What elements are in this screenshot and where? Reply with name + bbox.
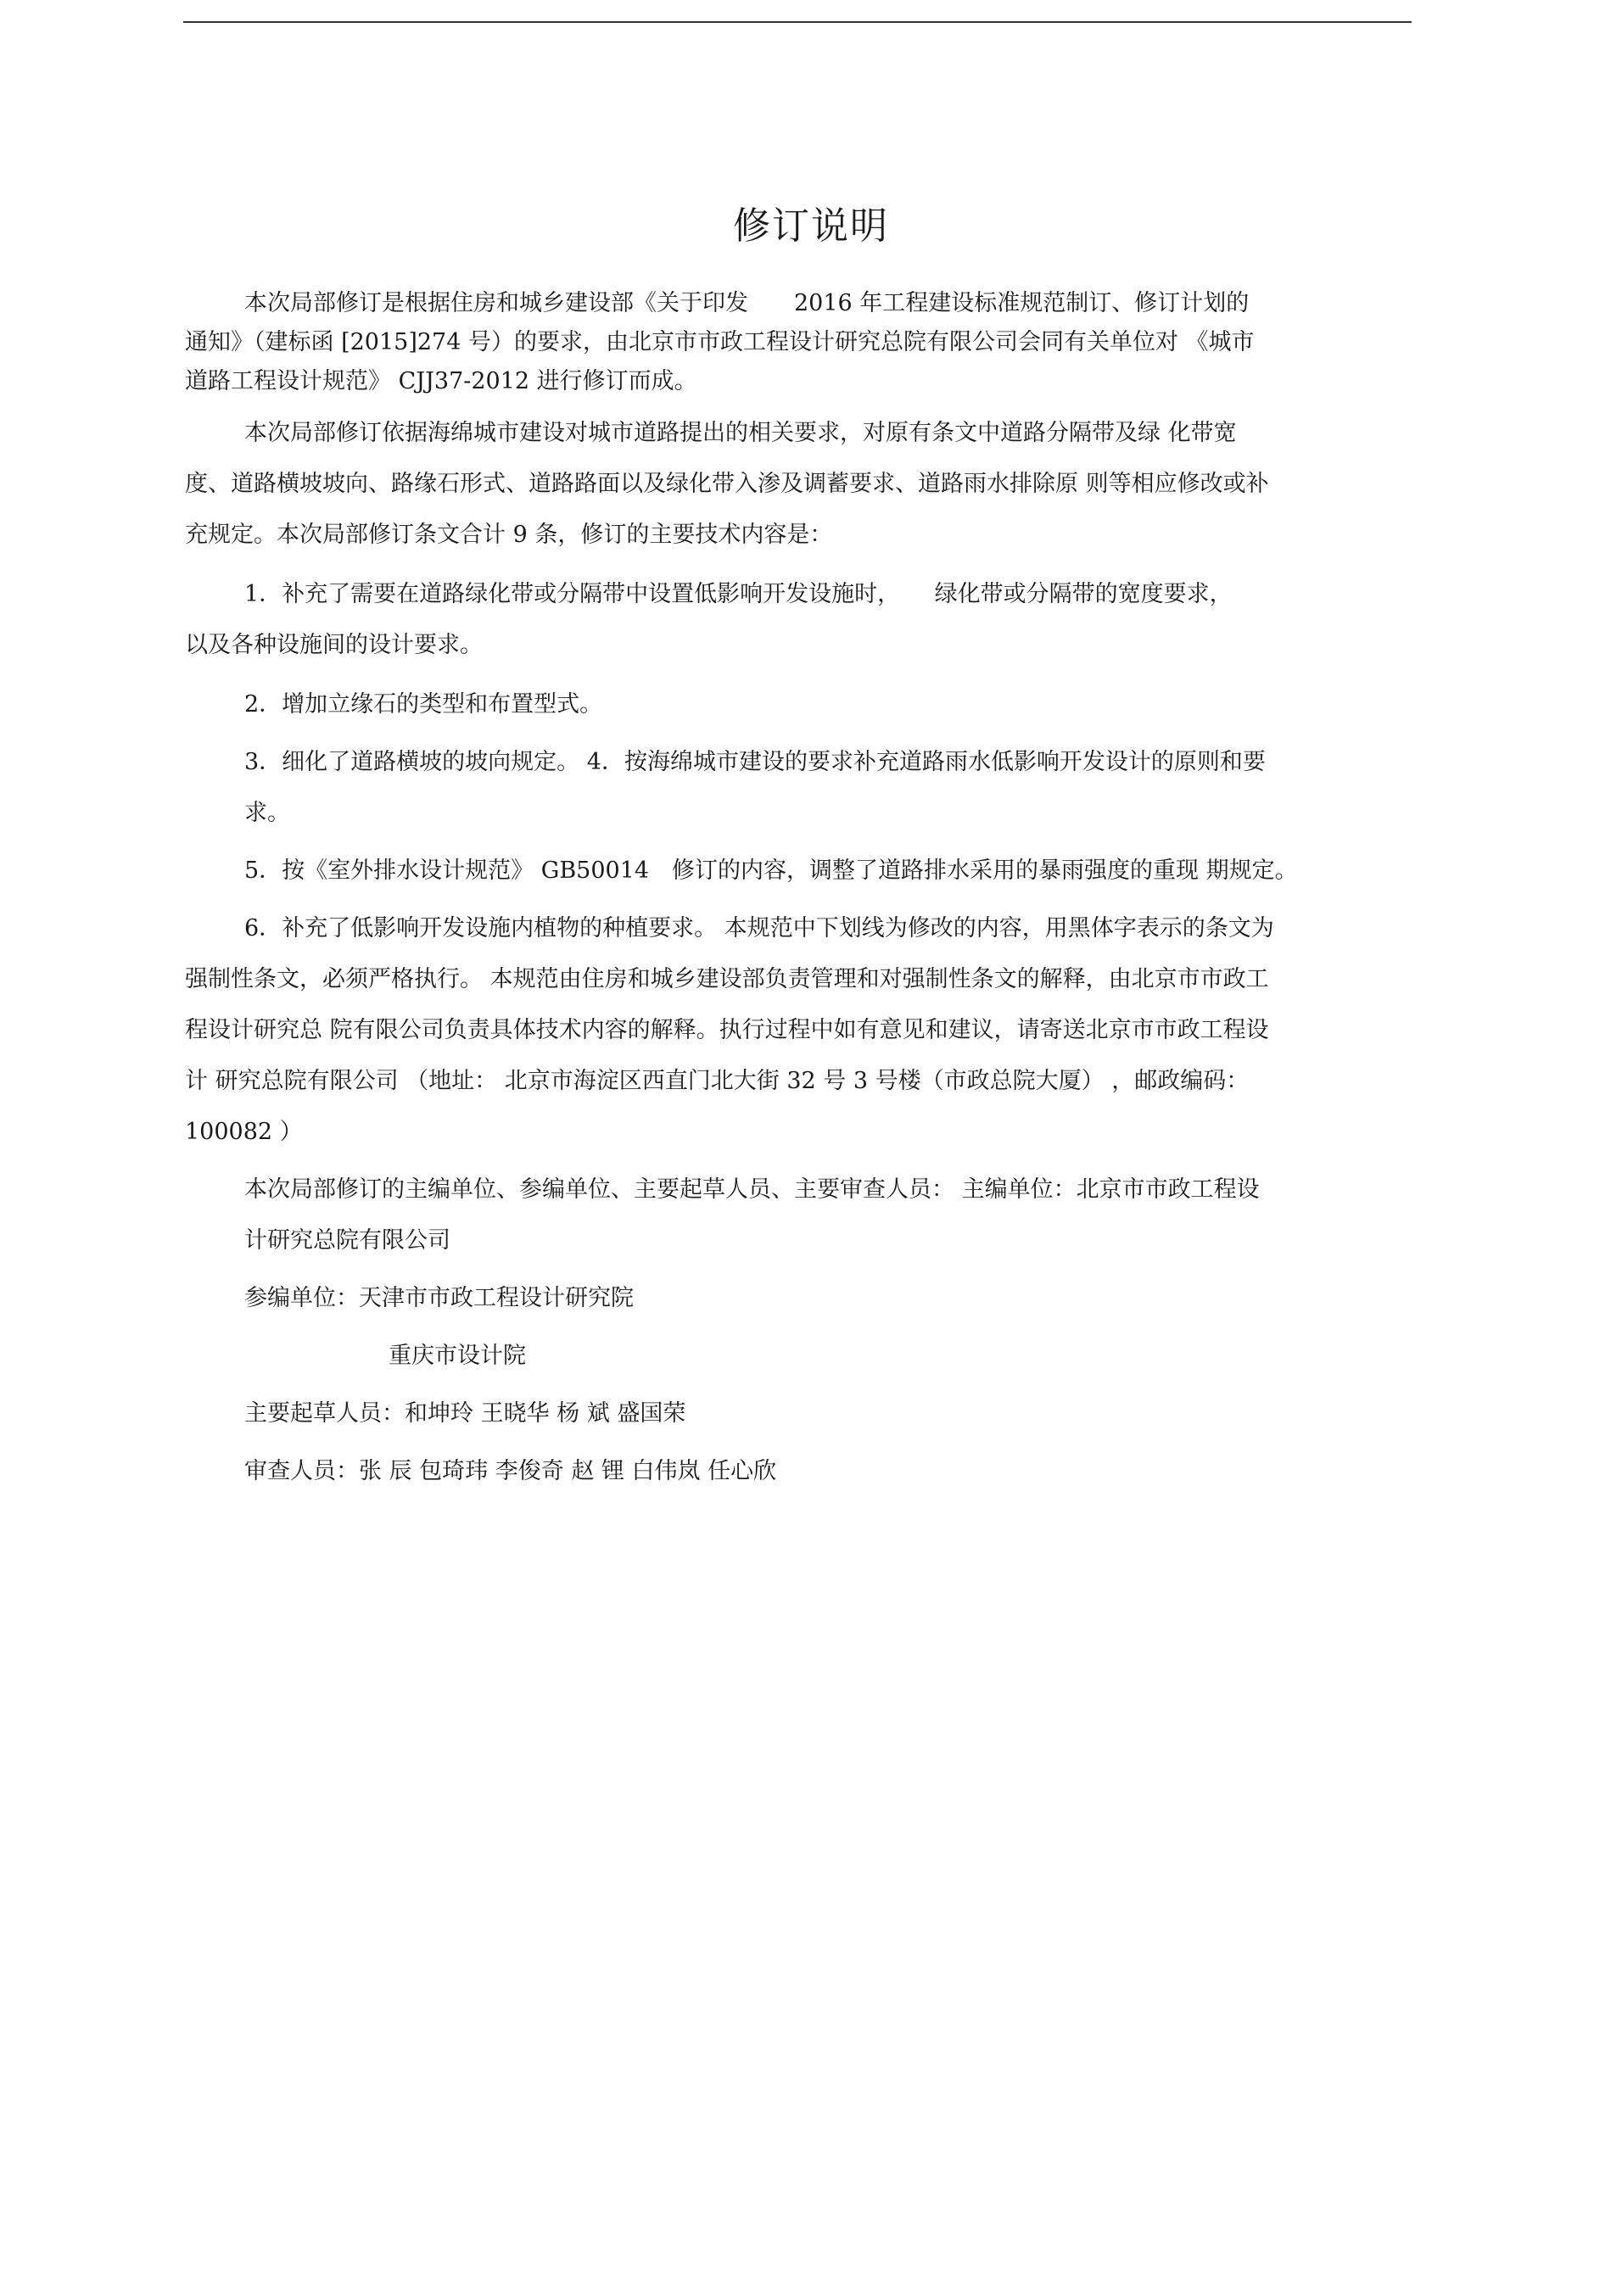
text-line: 计 研究总院有限公司 （地址： 北京市海淀区西直门北大街 32 号 3 号楼（市政总院大厦） ，邮政编码： [185, 1068, 1250, 1094]
text-line: 100082 ） [185, 1119, 303, 1145]
text-line: 重庆市设计院 [389, 1343, 526, 1369]
document-body [185, 284, 1413, 1497]
text-line: 1．补充了需要在道路绿化带或分隔带中设置低影响开发设施时， 绿化带或分隔带的宽度要求， [244, 581, 1233, 607]
text-line: 通知》（建标函 [2015]274 号）的要求，由北京市市政工程设计研究总院有限公司会同有关单位对 《城市 [185, 329, 1255, 355]
text-line: 道路工程设计规范》 CJJ37-2012 进行修订而成。 [185, 368, 697, 394]
text-line: 5．按《室外排水设计规范》 GB50014 修订的内容，调整了道路排水采用的暴雨强度的重现 期规定。 [244, 858, 1298, 884]
text-line: 审查人员：张 辰 包琦玮 李俊奇 赵 锂 白伟岚 任心欣 [244, 1458, 777, 1484]
text-line: 度、道路横坡坡向、路缘石形式、道路路面以及绿化带入渗及调蓄要求、道路雨水排除原 则等相应修改或补 [185, 471, 1269, 497]
header-rule [183, 21, 1412, 23]
text-line: 主要起草人员：和坤玲 王晓华 杨 斌 盛国荣 [244, 1400, 686, 1427]
text-line: 3．细化了道路横坡的坡向规定。 4．按海绵城市建设的要求补充道路雨水低影响开发设计的原则和要 [244, 749, 1266, 775]
text-line: 2．增加立缘石的类型和布置型式。 [244, 691, 603, 718]
text-line: 本次局部修订的主编单位、参编单位、主要起草人员、主要审查人员： 主编单位：北京市市政工程设 [244, 1176, 1260, 1203]
text-line: 求。 [244, 800, 290, 826]
text-line: 本次局部修订依据海绵城市建设对城市道路提出的相关要求，对原有条文中道路分隔带及绿 化带宽 [244, 420, 1237, 446]
text-line: 程设计研究总 院有限公司负责具体技术内容的解释。执行过程中如有意见和建议，请寄送北京市市政工程设 [185, 1017, 1269, 1043]
text-line: 本次局部修订是根据住房和城乡建设部《关于印发 2016 年工程建设标准规范制订、修订计划的 [244, 290, 1250, 316]
text-line: 以及各种设施间的设计要求。 [185, 632, 483, 658]
text-line: 计研究总院有限公司 [244, 1227, 450, 1254]
text-line: 参编单位：天津市市政工程设计研究院 [244, 1285, 634, 1311]
page-title: 修订说明 [733, 204, 889, 248]
text-line: 充规定。本次局部修订条文合计 9 条，修订的主要技术内容是： [185, 522, 833, 548]
text-line: 6．补充了低影响开发设施内植物的种植要求。 本规范中下划线为修改的内容，用黑体字表示的条文为 [244, 915, 1274, 941]
text-line: 强制性条文，必须严格执行。 本规范由住房和城乡建设部负责管理和对强制性条文的解释，由北京市市政工 [185, 966, 1269, 992]
